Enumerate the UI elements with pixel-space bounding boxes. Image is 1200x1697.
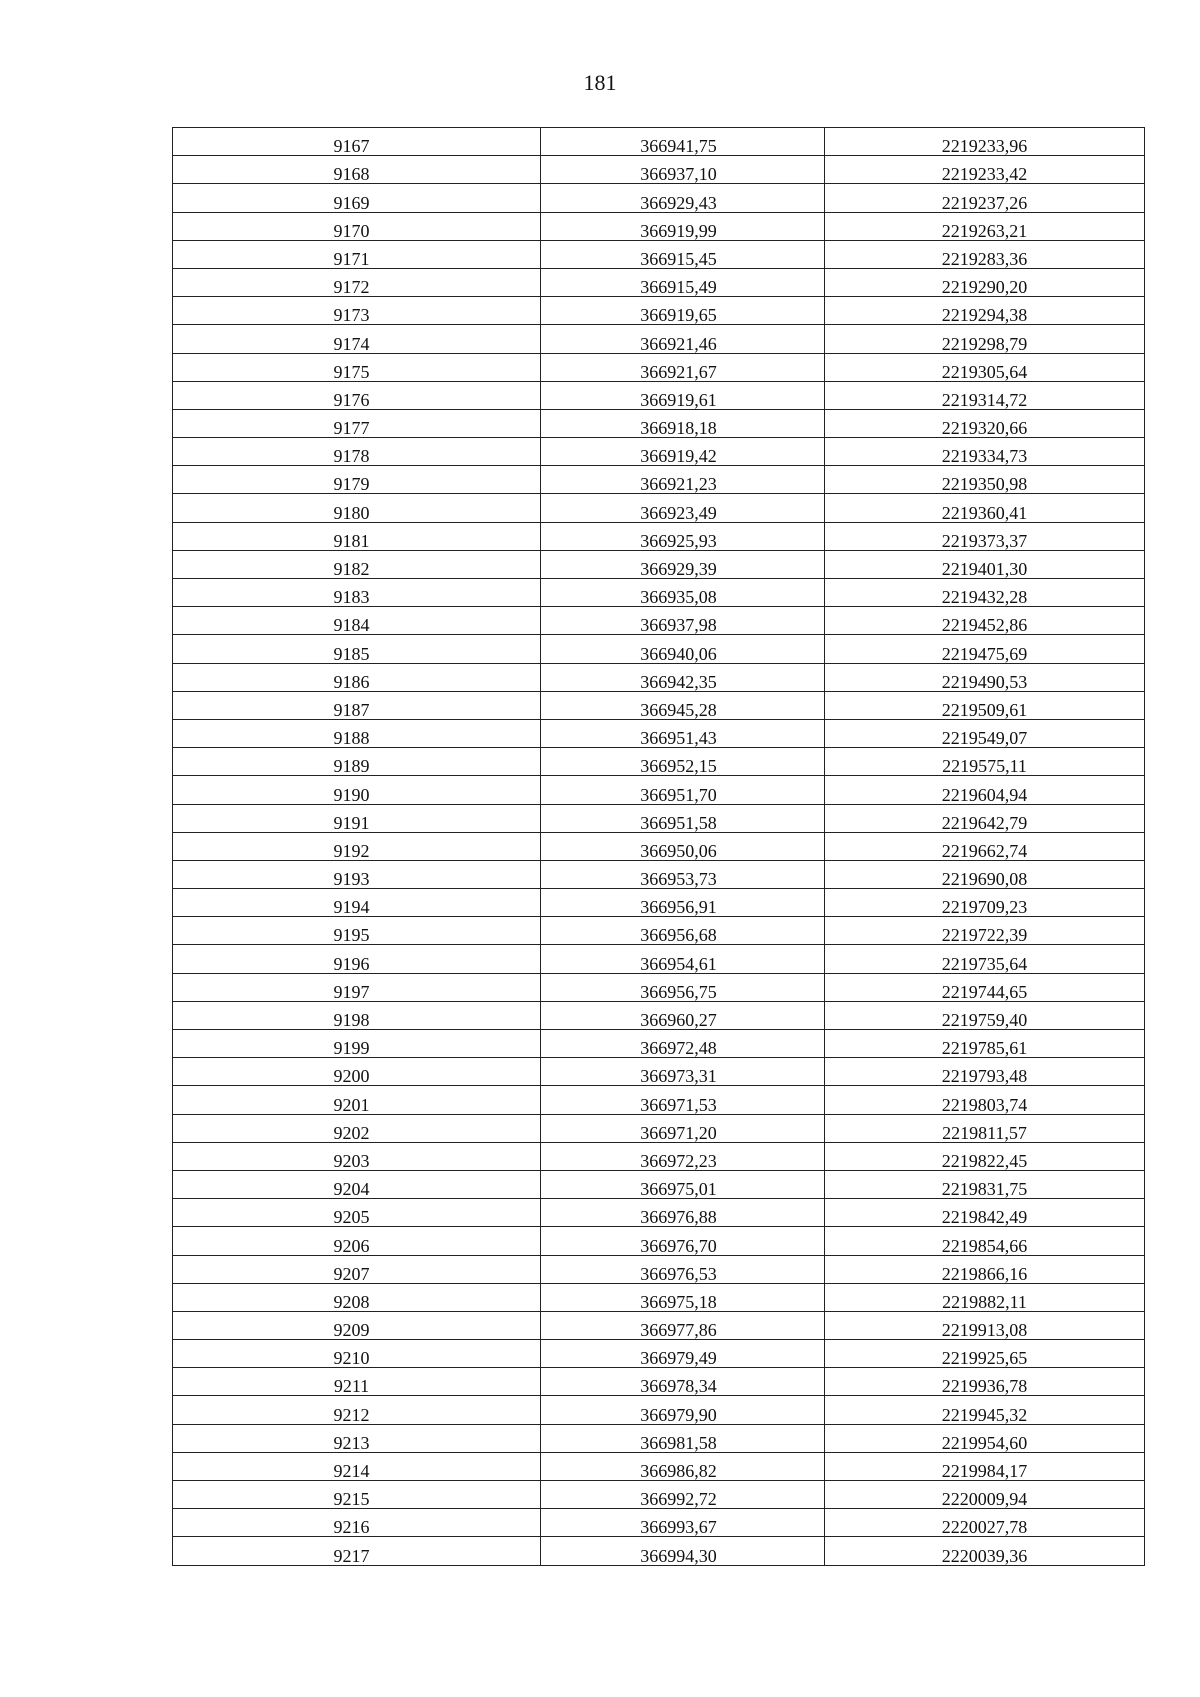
table-row <box>173 804 1145 832</box>
y-coordinate-cell: 2219373,37 <box>825 522 1145 550</box>
point-number-cell: 9179 <box>173 466 541 494</box>
table-row <box>173 325 1145 353</box>
point-number-cell: 9171 <box>173 240 541 268</box>
x-coordinate-cell: 366921,46 <box>541 325 825 353</box>
table-row <box>173 860 1145 888</box>
x-coordinate-cell: 366956,75 <box>541 973 825 1001</box>
y-coordinate-cell: 2219290,20 <box>825 268 1145 296</box>
y-coordinate-cell: 2219662,74 <box>825 832 1145 860</box>
point-number-cell: 9173 <box>173 297 541 325</box>
table-row <box>173 353 1145 381</box>
x-coordinate-cell: 366986,82 <box>541 1452 825 1480</box>
table-row <box>173 1030 1145 1058</box>
y-coordinate-cell: 2219360,41 <box>825 494 1145 522</box>
y-coordinate-cell: 2219509,61 <box>825 691 1145 719</box>
table-row <box>173 1227 1145 1255</box>
x-coordinate-cell: 366976,70 <box>541 1227 825 1255</box>
page-number: 181 <box>583 70 617 95</box>
y-coordinate-cell: 2219954,60 <box>825 1424 1145 1452</box>
x-coordinate-cell: 366951,43 <box>541 719 825 747</box>
x-coordinate-cell: 366956,91 <box>541 889 825 917</box>
point-number-cell: 9213 <box>173 1424 541 1452</box>
y-coordinate-cell: 2219866,16 <box>825 1255 1145 1283</box>
coordinates-table-body <box>173 128 1145 1566</box>
table-row <box>173 945 1145 973</box>
table-row <box>173 1481 1145 1509</box>
y-coordinate-cell: 2219785,61 <box>825 1030 1145 1058</box>
table-row <box>173 748 1145 776</box>
x-coordinate-cell: 366950,06 <box>541 832 825 860</box>
x-coordinate-cell: 366952,15 <box>541 748 825 776</box>
x-coordinate-cell: 366993,67 <box>541 1509 825 1537</box>
y-coordinate-cell: 2219854,66 <box>825 1227 1145 1255</box>
x-coordinate-cell: 366971,53 <box>541 1086 825 1114</box>
point-number-cell: 9210 <box>173 1340 541 1368</box>
table-row <box>173 917 1145 945</box>
y-coordinate-cell: 2219401,30 <box>825 550 1145 578</box>
point-number-cell: 9174 <box>173 325 541 353</box>
y-coordinate-cell: 2219233,42 <box>825 156 1145 184</box>
y-coordinate-cell: 2219913,08 <box>825 1311 1145 1339</box>
point-number-cell: 9196 <box>173 945 541 973</box>
table-row <box>173 550 1145 578</box>
x-coordinate-cell: 366919,99 <box>541 212 825 240</box>
x-coordinate-cell: 366975,01 <box>541 1170 825 1198</box>
table-row <box>173 691 1145 719</box>
table-row <box>173 1170 1145 1198</box>
x-coordinate-cell: 366971,20 <box>541 1114 825 1142</box>
y-coordinate-cell: 2219793,48 <box>825 1058 1145 1086</box>
table-row <box>173 1199 1145 1227</box>
x-coordinate-cell: 366976,88 <box>541 1199 825 1227</box>
x-coordinate-cell: 366951,70 <box>541 776 825 804</box>
x-coordinate-cell: 366929,43 <box>541 184 825 212</box>
point-number-cell: 9214 <box>173 1452 541 1480</box>
x-coordinate-cell: 366941,75 <box>541 128 825 156</box>
point-number-cell: 9168 <box>173 156 541 184</box>
point-number-cell: 9178 <box>173 438 541 466</box>
x-coordinate-cell: 366921,23 <box>541 466 825 494</box>
x-coordinate-cell: 366994,30 <box>541 1537 825 1565</box>
table-row <box>173 1283 1145 1311</box>
point-number-cell: 9183 <box>173 579 541 607</box>
y-coordinate-cell: 2219452,86 <box>825 607 1145 635</box>
x-coordinate-cell: 366925,93 <box>541 522 825 550</box>
x-coordinate-cell: 366979,49 <box>541 1340 825 1368</box>
y-coordinate-cell: 2219735,64 <box>825 945 1145 973</box>
x-coordinate-cell: 366937,10 <box>541 156 825 184</box>
x-coordinate-cell: 366940,06 <box>541 635 825 663</box>
x-coordinate-cell: 366976,53 <box>541 1255 825 1283</box>
point-number-cell: 9203 <box>173 1142 541 1170</box>
table-row <box>173 1396 1145 1424</box>
y-coordinate-cell: 2219642,79 <box>825 804 1145 832</box>
y-coordinate-cell: 2219490,53 <box>825 663 1145 691</box>
point-number-cell: 9167 <box>173 128 541 156</box>
x-coordinate-cell: 366923,49 <box>541 494 825 522</box>
point-number-cell: 9211 <box>173 1368 541 1396</box>
x-coordinate-cell: 366915,45 <box>541 240 825 268</box>
table-row <box>173 494 1145 522</box>
table-row <box>173 156 1145 184</box>
table-row <box>173 381 1145 409</box>
y-coordinate-cell: 2219604,94 <box>825 776 1145 804</box>
y-coordinate-cell: 2219709,23 <box>825 889 1145 917</box>
table-row <box>173 184 1145 212</box>
y-coordinate-cell: 2219237,26 <box>825 184 1145 212</box>
x-coordinate-cell: 366935,08 <box>541 579 825 607</box>
y-coordinate-cell: 2219882,11 <box>825 1283 1145 1311</box>
table-row <box>173 635 1145 663</box>
x-coordinate-cell: 366977,86 <box>541 1311 825 1339</box>
y-coordinate-cell: 2219822,45 <box>825 1142 1145 1170</box>
y-coordinate-cell: 2219314,72 <box>825 381 1145 409</box>
point-number-cell: 9186 <box>173 663 541 691</box>
coordinates-table <box>172 127 1145 1566</box>
table-row <box>173 1001 1145 1029</box>
y-coordinate-cell: 2219759,40 <box>825 1001 1145 1029</box>
y-coordinate-cell: 2220027,78 <box>825 1509 1145 1537</box>
point-number-cell: 9192 <box>173 832 541 860</box>
x-coordinate-cell: 366960,27 <box>541 1001 825 1029</box>
table-row <box>173 1114 1145 1142</box>
table-row <box>173 889 1145 917</box>
point-number-cell: 9187 <box>173 691 541 719</box>
table-row <box>173 1311 1145 1339</box>
point-number-cell: 9188 <box>173 719 541 747</box>
point-number-cell: 9204 <box>173 1170 541 1198</box>
x-coordinate-cell: 366956,68 <box>541 917 825 945</box>
table-row <box>173 1340 1145 1368</box>
table-row <box>173 409 1145 437</box>
y-coordinate-cell: 2219475,69 <box>825 635 1145 663</box>
y-coordinate-cell: 2219350,98 <box>825 466 1145 494</box>
table-row <box>173 973 1145 1001</box>
y-coordinate-cell: 2219575,11 <box>825 748 1145 776</box>
y-coordinate-cell: 2219984,17 <box>825 1452 1145 1480</box>
table-row <box>173 128 1145 156</box>
x-coordinate-cell: 366972,48 <box>541 1030 825 1058</box>
table-row <box>173 438 1145 466</box>
y-coordinate-cell: 2219549,07 <box>825 719 1145 747</box>
table-row <box>173 663 1145 691</box>
table-row <box>173 719 1145 747</box>
x-coordinate-cell: 366992,72 <box>541 1481 825 1509</box>
table-row <box>173 1142 1145 1170</box>
point-number-cell: 9172 <box>173 268 541 296</box>
x-coordinate-cell: 366919,65 <box>541 297 825 325</box>
point-number-cell: 9180 <box>173 494 541 522</box>
table-row <box>173 240 1145 268</box>
y-coordinate-cell: 2220039,36 <box>825 1537 1145 1565</box>
y-coordinate-cell: 2219925,65 <box>825 1340 1145 1368</box>
table-row <box>173 1255 1145 1283</box>
table-row <box>173 832 1145 860</box>
table-row <box>173 1368 1145 1396</box>
point-number-cell: 9170 <box>173 212 541 240</box>
point-number-cell: 9184 <box>173 607 541 635</box>
point-number-cell: 9215 <box>173 1481 541 1509</box>
point-number-cell: 9216 <box>173 1509 541 1537</box>
y-coordinate-cell: 2219842,49 <box>825 1199 1145 1227</box>
point-number-cell: 9194 <box>173 889 541 917</box>
y-coordinate-cell: 2219263,21 <box>825 212 1145 240</box>
point-number-cell: 9195 <box>173 917 541 945</box>
table-row <box>173 1452 1145 1480</box>
y-coordinate-cell: 2219936,78 <box>825 1368 1145 1396</box>
table-row <box>173 297 1145 325</box>
y-coordinate-cell: 2220009,94 <box>825 1481 1145 1509</box>
y-coordinate-cell: 2219320,66 <box>825 409 1145 437</box>
x-coordinate-cell: 366937,98 <box>541 607 825 635</box>
x-coordinate-cell: 366981,58 <box>541 1424 825 1452</box>
x-coordinate-cell: 366978,34 <box>541 1368 825 1396</box>
point-number-cell: 9175 <box>173 353 541 381</box>
x-coordinate-cell: 366929,39 <box>541 550 825 578</box>
point-number-cell: 9182 <box>173 550 541 578</box>
y-coordinate-cell: 2219722,39 <box>825 917 1145 945</box>
x-coordinate-cell: 366954,61 <box>541 945 825 973</box>
point-number-cell: 9189 <box>173 748 541 776</box>
point-number-cell: 9185 <box>173 635 541 663</box>
table-row <box>173 1058 1145 1086</box>
y-coordinate-cell: 2219334,73 <box>825 438 1145 466</box>
x-coordinate-cell: 366919,61 <box>541 381 825 409</box>
y-coordinate-cell: 2219744,65 <box>825 973 1145 1001</box>
point-number-cell: 9201 <box>173 1086 541 1114</box>
point-number-cell: 9181 <box>173 522 541 550</box>
table-row <box>173 1086 1145 1114</box>
point-number-cell: 9205 <box>173 1199 541 1227</box>
point-number-cell: 9199 <box>173 1030 541 1058</box>
x-coordinate-cell: 366979,90 <box>541 1396 825 1424</box>
y-coordinate-cell: 2219298,79 <box>825 325 1145 353</box>
table-row <box>173 1537 1145 1565</box>
point-number-cell: 9193 <box>173 860 541 888</box>
x-coordinate-cell: 366918,18 <box>541 409 825 437</box>
point-number-cell: 9217 <box>173 1537 541 1565</box>
x-coordinate-cell: 366973,31 <box>541 1058 825 1086</box>
y-coordinate-cell: 2219432,28 <box>825 579 1145 607</box>
table-row <box>173 1509 1145 1537</box>
x-coordinate-cell: 366921,67 <box>541 353 825 381</box>
x-coordinate-cell: 366951,58 <box>541 804 825 832</box>
point-number-cell: 9177 <box>173 409 541 437</box>
y-coordinate-cell: 2219690,08 <box>825 860 1145 888</box>
point-number-cell: 9202 <box>173 1114 541 1142</box>
point-number-cell: 9207 <box>173 1255 541 1283</box>
x-coordinate-cell: 366942,35 <box>541 663 825 691</box>
point-number-cell: 9208 <box>173 1283 541 1311</box>
point-number-cell: 9169 <box>173 184 541 212</box>
point-number-cell: 9212 <box>173 1396 541 1424</box>
y-coordinate-cell: 2219233,96 <box>825 128 1145 156</box>
point-number-cell: 9190 <box>173 776 541 804</box>
table-row <box>173 466 1145 494</box>
table-row <box>173 579 1145 607</box>
table-row <box>173 212 1145 240</box>
y-coordinate-cell: 2219283,36 <box>825 240 1145 268</box>
point-number-cell: 9209 <box>173 1311 541 1339</box>
point-number-cell: 9176 <box>173 381 541 409</box>
x-coordinate-cell: 366972,23 <box>541 1142 825 1170</box>
point-number-cell: 9191 <box>173 804 541 832</box>
y-coordinate-cell: 2219803,74 <box>825 1086 1145 1114</box>
table-row <box>173 607 1145 635</box>
y-coordinate-cell: 2219945,32 <box>825 1396 1145 1424</box>
y-coordinate-cell: 2219294,38 <box>825 297 1145 325</box>
table-row <box>173 1424 1145 1452</box>
table-row <box>173 522 1145 550</box>
x-coordinate-cell: 366919,42 <box>541 438 825 466</box>
y-coordinate-cell: 2219811,57 <box>825 1114 1145 1142</box>
x-coordinate-cell: 366915,49 <box>541 268 825 296</box>
x-coordinate-cell: 366975,18 <box>541 1283 825 1311</box>
table-row <box>173 776 1145 804</box>
table-row <box>173 268 1145 296</box>
x-coordinate-cell: 366945,28 <box>541 691 825 719</box>
y-coordinate-cell: 2219305,64 <box>825 353 1145 381</box>
y-coordinate-cell: 2219831,75 <box>825 1170 1145 1198</box>
point-number-cell: 9200 <box>173 1058 541 1086</box>
point-number-cell: 9198 <box>173 1001 541 1029</box>
x-coordinate-cell: 366953,73 <box>541 860 825 888</box>
point-number-cell: 9197 <box>173 973 541 1001</box>
point-number-cell: 9206 <box>173 1227 541 1255</box>
